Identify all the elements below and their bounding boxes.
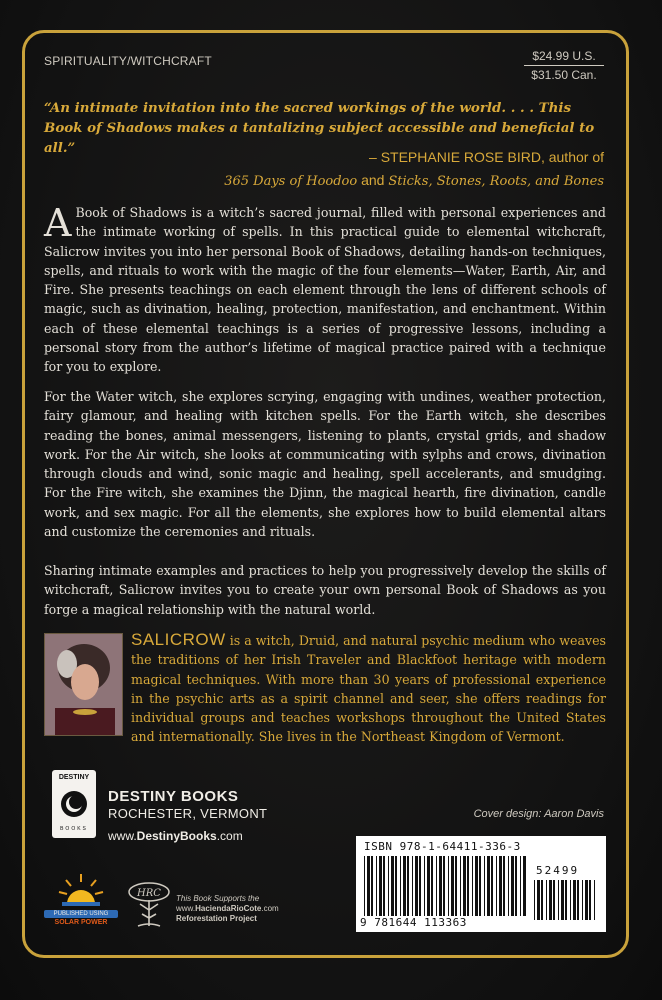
sun-icon [56,872,106,908]
barcode-bar [436,856,437,916]
barcode-bar [561,880,564,920]
barcode-bar [508,856,509,916]
price-usd: $24.99 U.S. [524,49,604,66]
barcode-bar [487,856,490,916]
solar-line-2: SOLAR POWER [54,919,108,926]
solar-line-1: PUBLISHED USING [44,910,118,918]
barcode-bar [448,856,449,916]
endorser-author-of: author of [544,149,604,165]
barcode-bar [451,856,454,916]
barcode-bar [534,880,535,920]
reforest-web-name: HaciendaRioCote [195,904,262,913]
publisher-info [108,788,267,843]
endorser-and: and [357,172,389,188]
reforestation-note [176,894,279,924]
drop-cap: A [44,201,72,245]
barcode-bar [499,856,502,916]
barcode-bar [558,880,559,920]
solar-power-badge [44,872,118,926]
barcode-bar [491,856,493,916]
barcode-bar [379,856,382,916]
publisher-name: DESTINY BOOKS [108,788,239,805]
barcode-bar [523,856,526,916]
barcode-bar [431,856,433,916]
barcode-bar [383,856,385,916]
reforest-line-1: This Book Supports the [176,894,260,903]
barcode-bar [364,856,365,916]
barcode-bar [427,856,430,916]
barcode-bar [577,880,579,920]
barcode-bar [424,856,425,916]
barcode-supplement-bars [534,880,598,920]
barcode-bar [541,880,543,920]
barcode-bar [537,880,540,920]
reforest-web-prefix: www. [176,904,196,913]
barcode-bar [463,856,466,916]
barcode-bar [419,856,421,916]
reforest-line-2 [176,904,279,914]
endorser-book-1: 365 Days of Hoodoo [224,174,358,189]
barcode-bar [400,856,401,916]
barcode-bar [515,856,517,916]
isbn-barcode [356,836,606,932]
barcode-bar [585,880,588,920]
barcode-bar [395,856,397,916]
author-photo [44,633,123,736]
barcode-bar [594,880,595,920]
barcode-bar [475,856,478,916]
hrc-tree-logo [126,880,172,930]
barcode-bar [503,856,505,916]
publisher-web-name: DestinyBooks [136,829,217,843]
barcode-bar [412,856,413,916]
description-paragraph-2: For the Water witch, she explores scrying, engaging with undines, weather protection, fairy glamour, and healing with kitchen spells. For the Earth witch, she describes reading the bones, animal messengers, listening to plants, crystal grids, and shadow work. For the Air witch, she looks at communicating with sylphs and crows, divination through clouds and wind, sonic magic and healing, spell accelerants, and smudging. For the Fire witch, she examines the Djinn, the magical hearth, fire divination, candle work, and sex magic. For all the elements, she explores how to build elemental altars and customize the ceremonies and rituals. [44,389,606,540]
reforest-web-suffix: .com [261,904,279,913]
reforest-line-3: Reforestation Project [176,914,257,923]
endorsement-attribution [84,146,604,193]
description-paragraph-3: Sharing intimate examples and practices to help you progressively develop the skills of witchcraft, Salicrow invites you to create your own personal Book of Shadows as you forge a magical relationship with the natural world. [44,563,606,617]
description-paragraph-1 [44,203,606,377]
barcode-bar [415,856,418,916]
barcode-bar [553,880,555,920]
price-can: $31.50 Can. [531,68,597,82]
barcode-bar [511,856,514,916]
publisher-website [108,829,267,843]
barcode-bar [439,856,442,916]
endorser-book-2: Sticks, Stones, Roots, and Bones [388,174,604,189]
description-p1-text: Book of Shadows is a witch’s sacred journal, filled with personal experiences and the intimate working of spells. In this practical guide to elemental witchcraft, Salicrow invites you into her personal Book of Shadows, detailing hands-on techniques, spells, and rituals to work with the magic of the four elements—Water, Earth, Air, and Fire. She presents teachings on each element through the lens of different schools of magic, such as divination, healing, protection, manifestation, and enchantment. Within each of these elemental teachings is a series of progressive lessons, including a personal story from the author’s lifetime of magical practice paired with a technique for you to explore. [44,205,606,375]
publisher-web-prefix: www. [108,829,137,843]
barcode-bar [371,856,373,916]
endorser-name: – STEPHANIE ROSE BIRD, [369,149,545,165]
barcode-bar [376,856,377,916]
hrc-logo-text: HRC [137,888,161,899]
author-name: SALICROW [131,630,226,649]
barcode-bar [455,856,457,916]
author-bio-text: is a witch, Druid, and natural psychic medium who weaves the traditions of her Irish Traveler and Blackfoot heritage with modern magical techniques. With more than 30 years of professional experience in the psychic arts as a spirit channel and seer, she offers readings for individual groups and teaches workshops throughout the United States and internationally. She lives in the Northeast Kingdom of Vermont. [131,633,606,745]
barcode-bar [573,880,576,920]
barcode-supplement-number: 52499 [536,864,580,877]
barcode-bar [484,856,485,916]
barcode-digits: 9 781644 113363 [360,916,467,929]
logo-top-text: DESTINY [58,774,90,781]
barcode-bar [479,856,481,916]
publisher-location: ROCHESTER, VERMONT [108,806,268,821]
barcode-bar [467,856,469,916]
eclipse-icon [59,786,89,822]
author-bio [131,630,606,747]
logo-bottom-text: BOOKS [60,826,88,832]
barcode-bar [520,856,521,916]
destiny-books-logo [52,770,96,838]
barcode-bars [364,856,528,916]
barcode-bar [443,856,445,916]
price-block [524,49,604,82]
barcode-bar [570,880,571,920]
barcode-bar [582,880,583,920]
category-label: SPIRITUALITY/WITCHCRAFT [44,54,212,68]
barcode-bar [549,880,552,920]
barcode-bar [546,880,547,920]
barcode-bar [391,856,394,916]
barcode-bar [565,880,567,920]
barcode-bar [589,880,591,920]
barcode-bar [472,856,473,916]
barcode-bar [460,856,461,916]
publisher-web-suffix: .com [216,829,243,843]
isbn-number: ISBN 978-1-64411-336-3 [364,840,521,853]
barcode-bar [367,856,370,916]
cover-design-credit: Cover design: Aaron Davis [473,808,604,820]
endorsement-quote: “An intimate invitation into the sacred workings of the world. . . . This Book of Shadows makes a tantalizing subject accessible and beneficial to all.” [44,100,595,156]
barcode-bar [496,856,497,916]
barcode-bar [388,856,389,916]
barcode-bar [407,856,409,916]
barcode-bar [403,856,406,916]
